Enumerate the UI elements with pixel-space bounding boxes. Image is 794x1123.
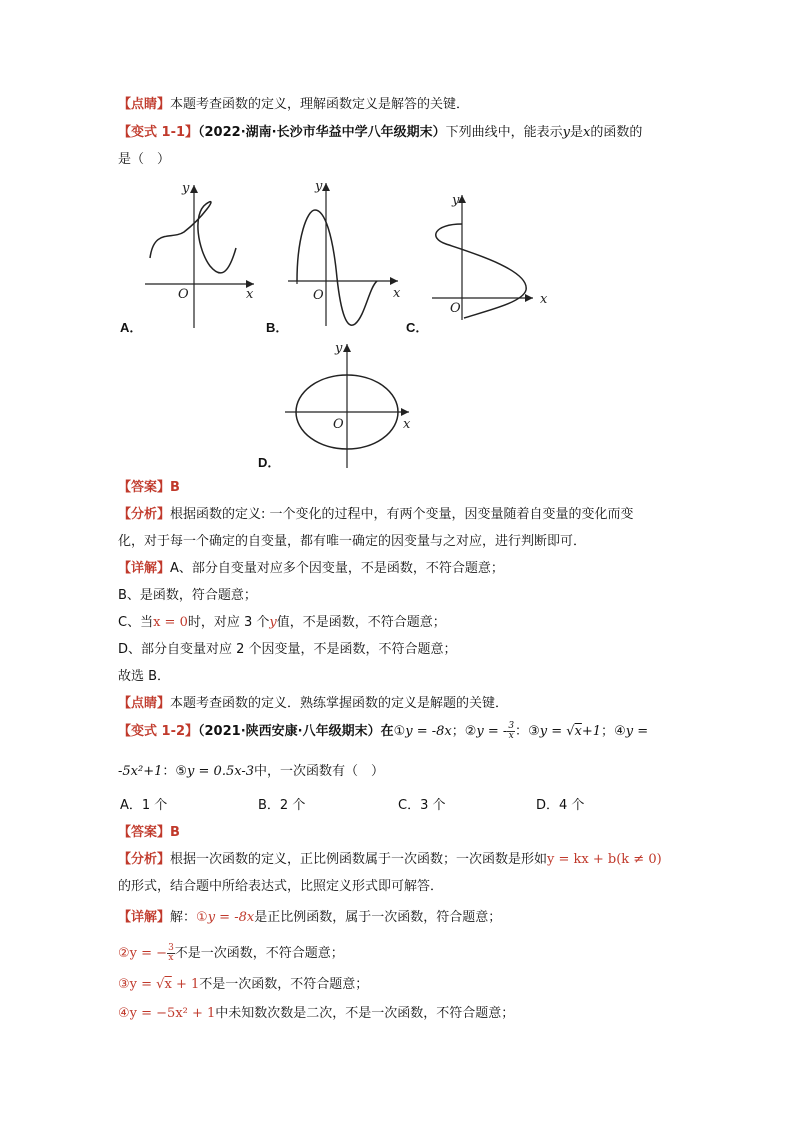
separator: ； (601, 724, 615, 739)
detail-1-d (118, 640, 457, 660)
remark-text: 本题考查函数的定义．熟练掌握函数的定义是解题的关键． (170, 696, 509, 711)
x-axis-arrow (525, 294, 533, 302)
x-axis-label: x (403, 417, 411, 432)
option-c: C．3 个 (398, 798, 446, 813)
detail-tag: 【详解】 (118, 561, 171, 576)
remark-2 (118, 694, 508, 714)
math-expression: y = kx + b(k ≠ 0) (547, 852, 662, 867)
remark-tag: 【点睛】 (118, 97, 171, 112)
item-4-marker: ④ (118, 1006, 130, 1021)
detail-text: B、是函数，符合题意； (118, 588, 257, 603)
item-1-marker: ① (393, 724, 406, 739)
analysis-text: 根据函数的定义: 一个变化的过程中，有两个变量，因变量随着自变量的变化而变 (170, 507, 634, 522)
variant-tag: 【变式 1-1】 (118, 125, 199, 140)
detail-text: D、部分自变量对应 2 个因变量，不是函数，不符合题意； (118, 642, 457, 657)
sqrt-sign: √ (566, 724, 575, 739)
origin-label: O (450, 301, 461, 316)
analysis-2 (118, 850, 662, 870)
math-expression: y = -8x (207, 910, 255, 925)
math-expression: y = (129, 977, 157, 992)
question-text: 下列曲线中，能表示 (445, 125, 563, 140)
option-a: A．1 个 (120, 798, 168, 813)
y-axis-arrow (322, 183, 330, 191)
detail-1-a (118, 559, 504, 579)
variant-source: （2021·陕西安康·八年级期末）在 (198, 724, 394, 739)
expression-2: y = - (476, 724, 508, 739)
expression-3: y = (539, 724, 567, 739)
analysis-tag: 【分析】 (118, 507, 171, 522)
variant-1-2-question-cont (118, 762, 384, 782)
detail-text: 中未知数次数是二次，不是一次函数，不符合题意； (215, 1006, 515, 1021)
curve (150, 202, 236, 273)
item-2-marker: ② (464, 724, 477, 739)
detail-text: 故选 B． (118, 669, 171, 684)
expression-4-tail: -5x²+1 (118, 764, 163, 779)
math-expression: y = − (129, 946, 168, 961)
detail-2-line-4 (118, 1004, 514, 1024)
x-axis-arrow (401, 408, 409, 416)
remark-text: 本题考查函数的定义，理解函数定义是解答的关键． (170, 97, 470, 112)
var-y: y (562, 125, 570, 140)
variant-1-1-question-cont (118, 150, 170, 170)
expression-1: y = -8x (405, 724, 452, 739)
item-5-marker: ⑤ (175, 764, 188, 779)
detail-2-line-2 (118, 944, 344, 964)
math-expression-tail: + 1 (171, 977, 200, 992)
analysis-1-cont (118, 532, 586, 552)
x-axis-arrow (390, 277, 398, 285)
option-a-label: A． (120, 320, 143, 335)
x-axis-label: x (246, 287, 254, 302)
var-y: y (269, 615, 277, 630)
item-2-marker: ② (118, 946, 130, 961)
detail-1-b (118, 586, 257, 606)
item-1-marker: ① (196, 910, 208, 925)
expression-4: y = (625, 724, 649, 739)
expression-5: y = 0.5x-3 (187, 764, 254, 779)
numerator: 3 (168, 943, 174, 953)
option-b: B．2 个 (258, 798, 306, 813)
option-b-label: B． (266, 320, 289, 335)
variant-1-2-question (118, 722, 648, 742)
question-text: 中，一次函数有（ ） (254, 764, 385, 779)
separator: ： (515, 724, 529, 739)
x-axis-label: x (540, 292, 548, 307)
origin-label: O (333, 417, 344, 432)
graph-b (285, 178, 410, 328)
analysis-1 (118, 505, 634, 525)
analysis-tag: 【分析】 (118, 852, 171, 867)
detail-text: 值，不是函数，不符合题意； (276, 615, 446, 630)
radicand: x (574, 724, 582, 739)
remark-1 (118, 95, 469, 115)
origin-label: O (313, 288, 324, 303)
answer-1 (118, 478, 180, 498)
graph-c (430, 190, 555, 325)
analysis-text: 的形式，结合题中所给表达式，比照定义形式即可解答． (118, 879, 444, 894)
detail-2-line-3 (118, 975, 368, 995)
var-x: x (582, 125, 591, 140)
origin-label: O (178, 287, 189, 302)
radicand: x (164, 977, 172, 992)
math-expression: x = 0 (153, 615, 188, 630)
detail-text: 不是一次函数，不符合题意； (174, 946, 344, 961)
question-text: 是 (569, 125, 583, 140)
answer-tag: 【答案】 (118, 825, 171, 840)
variant-source: （2022·湖南·长沙市华益中学八年级期末） (198, 125, 446, 140)
variant-tag: 【变式 1-2】 (118, 724, 199, 739)
option-c-label: C． (406, 320, 429, 335)
answer-tag: 【答案】 (118, 480, 171, 495)
graph-d (283, 340, 423, 470)
analysis-text: 化，对于每一个确定的自变量，都有唯一确定的因变量与之对应，进行判断即可． (118, 534, 587, 549)
question-text: 的函数的 (590, 125, 643, 140)
analysis-2-cont (118, 877, 443, 897)
analysis-text: 根据一次函数的定义，正比例函数属于一次函数；一次函数是形如 (170, 852, 548, 867)
detail-2-line-1 (118, 908, 501, 928)
detail-text: 不是一次函数，不符合题意； (199, 977, 369, 992)
detail-text: 时，对应 3 个 (187, 615, 270, 630)
curve (297, 210, 377, 325)
detail-1-conclusion (118, 667, 170, 687)
denominator: x (168, 953, 174, 963)
detail-text: A、部分自变量对应多个因变量，不是函数，不符合题意； (170, 561, 504, 576)
y-axis-arrow (190, 185, 198, 193)
fraction (167, 944, 175, 963)
item-3-marker: ③ (528, 724, 540, 739)
option-d: D．4 个 (536, 798, 585, 813)
separator: ： (162, 764, 176, 779)
item-4-marker: ④ (614, 724, 626, 739)
y-axis-label: y (182, 181, 190, 196)
denominator: x (508, 731, 514, 741)
y-axis-label: y (335, 341, 343, 356)
answer-value: B (170, 480, 180, 495)
sqrt-sign: √ (156, 977, 165, 992)
graph-a (140, 180, 260, 330)
option-d-label: D． (258, 455, 281, 470)
remark-tag: 【点睛】 (118, 696, 171, 711)
item-3-marker: ③ (118, 977, 130, 992)
math-expression: y = −5x² + 1 (129, 1006, 216, 1021)
y-axis-label: y (315, 179, 323, 194)
detail-text: 解： (170, 910, 197, 925)
y-axis-arrow (343, 344, 351, 352)
detail-text: C、当 (118, 615, 154, 630)
y-axis-label: y (452, 193, 460, 208)
expression-3-tail: +1 (581, 724, 602, 739)
x-axis-label: x (393, 286, 401, 301)
answer-value: B (170, 825, 180, 840)
variant-1-1-question (118, 123, 642, 143)
answer-2 (118, 823, 180, 843)
question-text: 是（ ） (118, 152, 171, 167)
fraction (507, 722, 515, 741)
detail-text: 是正比例函数，属于一次函数，符合题意； (254, 910, 502, 925)
separator: ； (451, 724, 465, 739)
numerator: 3 (508, 721, 515, 731)
detail-tag: 【详解】 (118, 910, 171, 925)
detail-1-c (118, 613, 446, 633)
